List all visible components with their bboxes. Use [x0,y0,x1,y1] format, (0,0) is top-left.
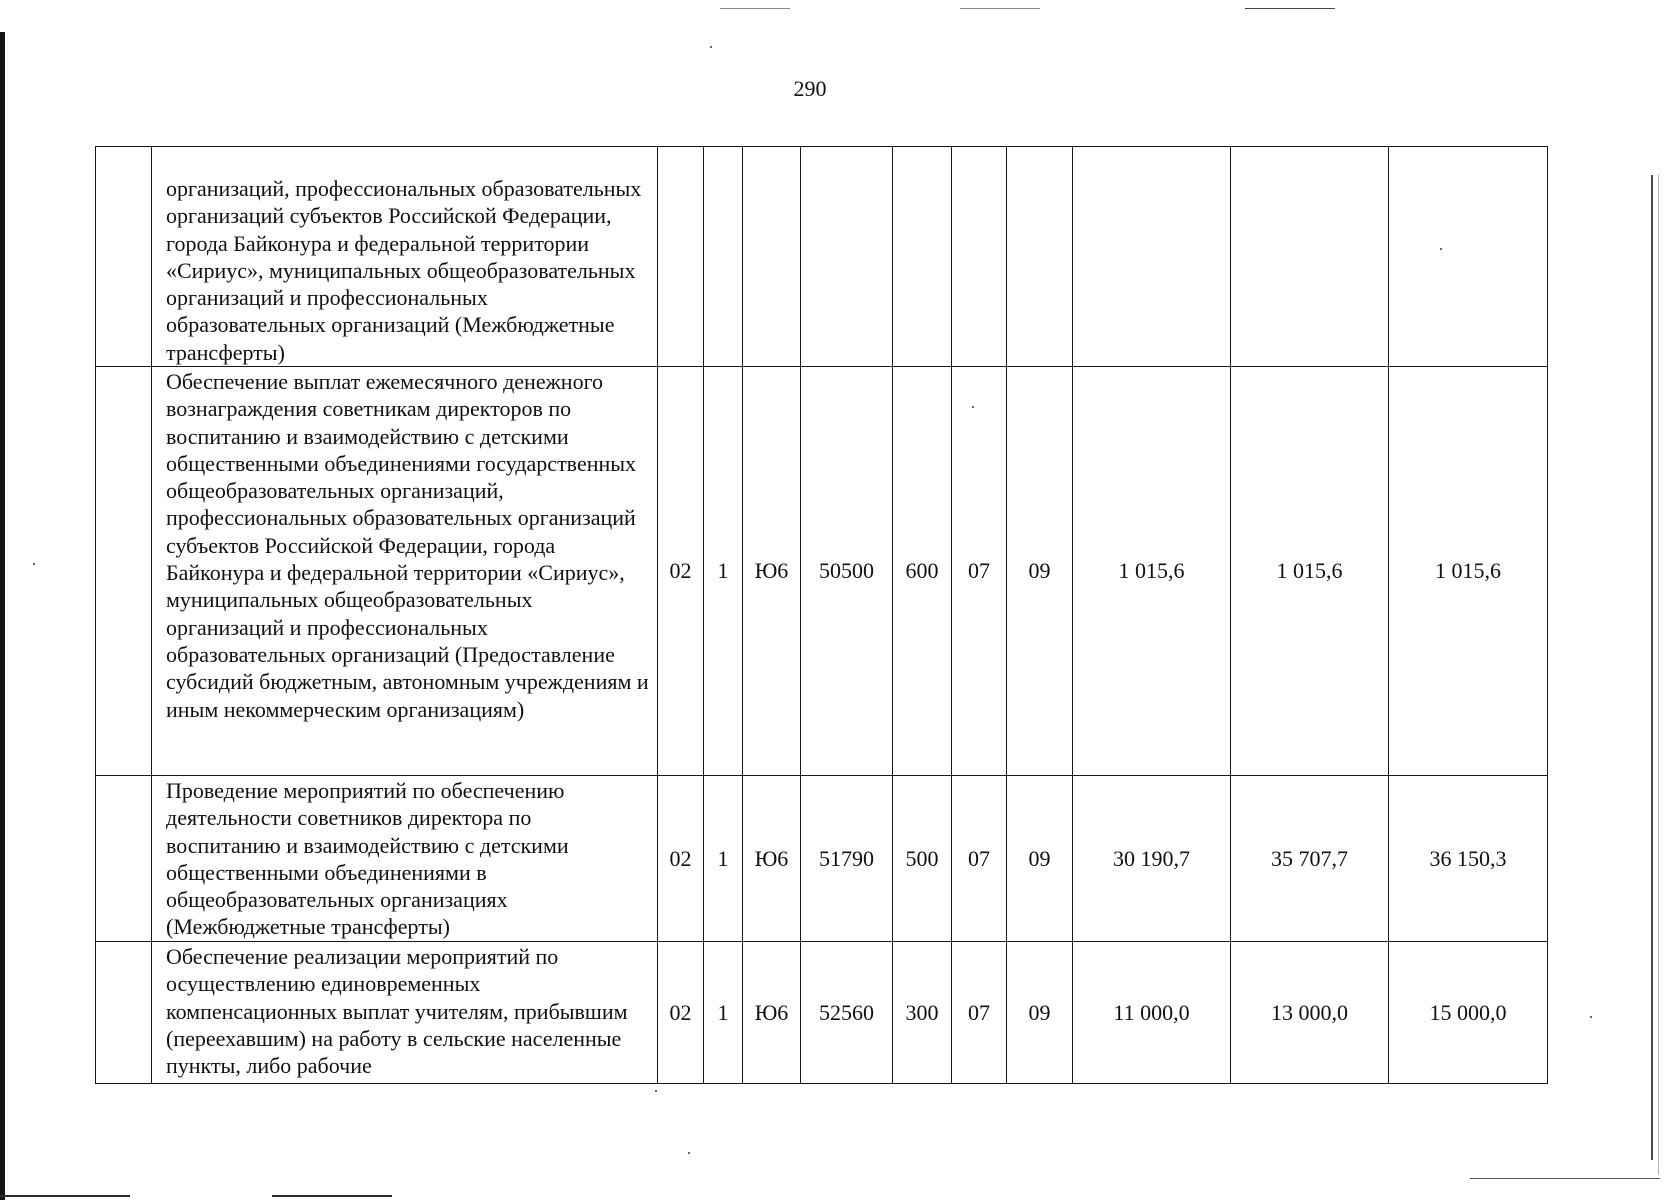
direction-code-cell: 52560 [801,942,893,1084]
section-code-cell: 07 [952,776,1007,942]
program-code-cell [658,147,704,367]
amount-year1-cell [1073,147,1231,367]
project-code-cell: Ю6 [743,367,801,776]
budget-table [95,146,1548,1084]
project-code-cell: Ю6 [743,776,801,942]
program-code-cell: 02 [658,942,704,1084]
amount-year3-cell [1389,147,1548,367]
scan-edge-bottom-mid [272,1195,392,1197]
project-code-cell [743,147,801,367]
subsection-code-cell [1007,147,1073,367]
subprogram-code-cell: 1 [704,942,743,1084]
table-row [96,776,1548,942]
section-code-cell: 07 [952,367,1007,776]
scan-speck [1590,1016,1592,1018]
scan-edge-right [1651,175,1653,1160]
scan-artifact-top [960,8,1040,9]
item-name-cell: организаций, профессиональных образовательных организаций субъектов Российской Федерации, города Байконура и федеральной территории «Сириус», муниципальных общеобразовательных организаций и профессиональных образовательных организаций (Межбюджетные трансферты) [152,147,658,367]
amount-year1-cell: 1 015,6 [1073,367,1231,776]
row-number-cell [96,776,152,942]
amount-year3-cell: 36 150,3 [1389,776,1548,942]
row-number-cell [96,367,152,776]
row-number-cell [96,942,152,1084]
amount-year2-cell: 35 707,7 [1231,776,1389,942]
expense-type-cell: 300 [893,942,952,1084]
subsection-code-cell: 09 [1007,367,1073,776]
scan-edge-left [0,32,5,1200]
scan-edge-right-inner [1658,175,1659,1175]
subsection-code-cell: 09 [1007,776,1073,942]
page-number: 290 [793,76,827,101]
amount-year3-cell: 15 000,0 [1389,942,1548,1084]
scan-speck [710,46,712,48]
table-row [96,147,1548,367]
direction-code-cell: 51790 [801,776,893,942]
subprogram-code-cell: 1 [704,776,743,942]
direction-code-cell: 50500 [801,367,893,776]
table-row [96,942,1548,1084]
section-code-cell [952,147,1007,367]
scan-speck [655,1090,657,1092]
scan-speck [688,1152,690,1154]
table-row [96,367,1548,776]
amount-year1-cell: 11 000,0 [1073,942,1231,1084]
amount-year2-cell: 13 000,0 [1231,942,1389,1084]
scan-artifact-top [1245,8,1335,9]
amount-year2-cell: 1 015,6 [1231,367,1389,776]
subprogram-code-cell: 1 [704,367,743,776]
subprogram-code-cell [704,147,743,367]
scan-edge-bottom [0,1195,130,1197]
item-name-cell: Обеспечение реализации мероприятий по осуществлению единовременных компенсационных выплат учителям, прибывшим (переехавшим) на работу в сельские населенные пункты, либо рабочие [152,942,658,1084]
item-name-cell: Проведение мероприятий по обеспечению деятельности советников директора по воспитанию и взаимодействию с детскими общественными объединениями в общеобразовательных организациях (Межбюджетные трансферты) [152,776,658,942]
project-code-cell: Ю6 [743,942,801,1084]
section-code-cell: 07 [952,942,1007,1084]
amount-year1-cell: 30 190,7 [1073,776,1231,942]
direction-code-cell [801,147,893,367]
expense-type-cell: 500 [893,776,952,942]
program-code-cell: 02 [658,367,704,776]
scan-speck [33,563,35,565]
subsection-code-cell: 09 [1007,942,1073,1084]
item-name-cell: Обеспечение выплат ежемесячного денежного вознаграждения советникам директоров по воспитанию и взаимодействию с детскими общественными объединениями государственных общеобразовательных организаций, профессиональных образовательных организаций субъектов Российской Федерации, города Байконура и федеральной территории «Сириус», муниципальных общеобразовательных организаций и профессиональных образовательных организаций (Предоставление субсидий бюджетным, автономным учреждениям и иным некоммерческим организациям) [152,367,658,776]
row-number-cell [96,147,152,367]
scan-artifact-top [720,8,790,9]
scan-edge-bottom-right [1470,1178,1660,1179]
amount-year3-cell: 1 015,6 [1389,367,1548,776]
program-code-cell: 02 [658,776,704,942]
amount-year2-cell [1231,147,1389,367]
expense-type-cell: 600 [893,367,952,776]
expense-type-cell [893,147,952,367]
